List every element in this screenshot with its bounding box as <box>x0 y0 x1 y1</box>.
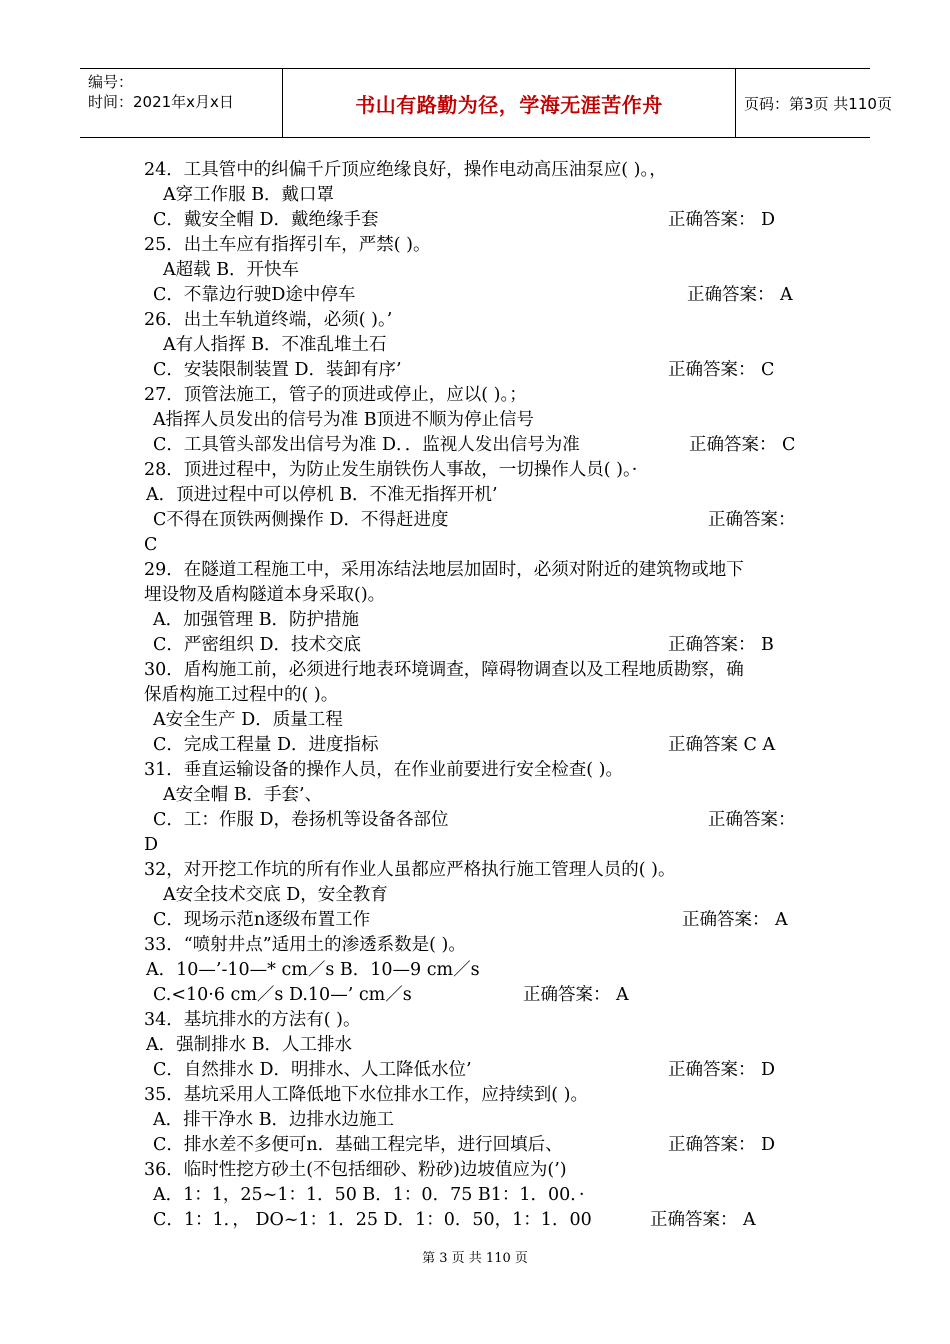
option-line: C．完成工程量 D．进度指标 <box>153 735 379 755</box>
answer-label: 正确答案： A <box>682 910 788 930</box>
question-text: 24．工具管中的纠偏千斤顶应绝缘良好，操作电动高压油泵应( )。， <box>144 160 667 180</box>
option-line: A安全帽 B．手套’、 <box>163 785 323 805</box>
option-line: A安全技术交底 D，安全教育 <box>163 885 388 905</box>
option-line: A．加强管理 B．防护措施 <box>153 610 360 630</box>
option-line: A超载 B．开快车 <box>163 260 300 280</box>
option-line: C．戴安全帽 D．戴绝缘手套 <box>153 210 379 230</box>
doc-time-label: 时间：2021年x月x日 <box>88 93 234 111</box>
option-line: A指挥人员发出的信号为准 B顶进不顺为停止信号 <box>153 410 535 430</box>
option-line: A．1：1，25~1：1．50 B．1：0．75 B1：1．00．· <box>153 1185 585 1205</box>
question-text: 28．顶进过程中，为防止发生崩铁伤人事故，一切操作人员( )。· <box>144 460 638 480</box>
option-line: C．现场示范n逐级布置工作 <box>153 910 371 930</box>
page-footer: 第 3 页 共 110 页 <box>422 1251 528 1266</box>
answer-label: 正确答案： <box>708 510 796 530</box>
option-line: C．1：1．， DO~1：1．25 D．1：0．50，1：1．00 <box>153 1210 592 1230</box>
answer-label: 正确答案： B <box>668 635 774 655</box>
answer-label: 正确答案： A <box>523 985 629 1005</box>
answer-label: 正确答案： <box>708 810 796 830</box>
question-text: 36．临时性挖方砂土(不包括细砂、粉砂)边坡值应为(’) <box>144 1160 567 1180</box>
header-page-code: 页码：第3页 共110页 <box>744 94 892 113</box>
question-text: 33．“喷射井点”适用土的渗透系数是( )。 <box>144 935 466 955</box>
answer-label: 正确答案： D <box>668 210 776 230</box>
option-line: C．安装限制装置 D．装卸有序’ <box>153 360 402 380</box>
answer-label: 正确答案 C A <box>668 735 776 755</box>
answer-value: D <box>144 835 159 855</box>
question-text: 25．出土车应有指挥引车，严禁( )。 <box>144 235 431 255</box>
answer-value: C <box>144 535 158 555</box>
option-line: A．强制排水 B．人工排水 <box>146 1035 353 1055</box>
question-text: 29．在隧道工程施工中，采用冻结法地层加固时，必须对附近的建筑物或地下 <box>144 560 744 580</box>
answer-label: 正确答案： A <box>687 285 793 305</box>
question-text: 30．盾构施工前，必须进行地表环境调查，障碍物调查以及工程地质勘察，确 <box>144 660 744 680</box>
question-text: 26．出土车轨道终端，必须( )。’ <box>144 310 393 330</box>
option-line: A安全生产 D．质量工程 <box>153 710 343 730</box>
option-line: A．10—’-10—* cm／s B．10—9 cm／s <box>146 960 480 980</box>
doc-code-label: 编号： <box>88 73 134 91</box>
question-text: 31．垂直运输设备的操作人员，在作业前要进行安全检查( )。 <box>144 760 623 780</box>
option-line: A．顶进过程中可以停机 B．不准无指挥开机’ <box>146 485 498 505</box>
question-text: 27．顶管法施工，管子的顶进或停止，应以( )。； <box>144 385 527 405</box>
question-text: 埋设物及盾构隧道本身采取()。 <box>144 585 386 605</box>
header-page-cell <box>735 69 892 137</box>
answer-label: 正确答案： C <box>689 435 796 455</box>
option-line: A．排干净水 B．边排水边施工 <box>153 1110 395 1130</box>
question-text: 保盾构施工过程中的( )。 <box>144 685 339 705</box>
option-line: C．严密组织 D．技术交底 <box>153 635 361 655</box>
option-line: C.<10·6 cm／s D.10—’ cm／s <box>153 985 412 1005</box>
question-text: 32，对开挖工作坑的所有作业人虽都应严格执行施工管理人员的( )。 <box>144 860 676 880</box>
answer-label: 正确答案： D <box>668 1060 776 1080</box>
option-line: C．工：作服 D，卷扬机等设备各部位 <box>153 810 449 830</box>
question-text: 35．基坑采用人工降低地下水位排水工作，应持续到( )。 <box>144 1085 588 1105</box>
option-line: A穿工作服 B．戴口罩 <box>163 185 335 205</box>
option-line: C．工具管头部发出信号为准 D．．监视人发出信号为准 <box>153 435 580 455</box>
header-motto: 书山有路勤为径，学海无涯苦作舟 <box>355 92 663 117</box>
page-header <box>80 68 892 138</box>
option-line: C不得在顶铁两侧操作 D．不得赶进度 <box>153 510 449 530</box>
answer-label: 正确答案： A <box>650 1210 756 1230</box>
option-line: A有人指挥 B．不准乱堆土石 <box>163 335 387 355</box>
header-info-cell <box>80 69 282 137</box>
header-motto-cell <box>282 69 736 137</box>
answer-label: 正确答案： C <box>668 360 775 380</box>
option-line: C．自然排水 D．明排水、人工降低水位’ <box>153 1060 472 1080</box>
answer-label: 正确答案： D <box>668 1135 776 1155</box>
option-line: C．排水差不多便可n．基础工程完毕，进行回填后、 <box>153 1135 563 1155</box>
question-text: 34．基坑排水的方法有( )。 <box>144 1010 361 1030</box>
option-line: C．不靠边行驶D途中停车 <box>153 285 356 305</box>
